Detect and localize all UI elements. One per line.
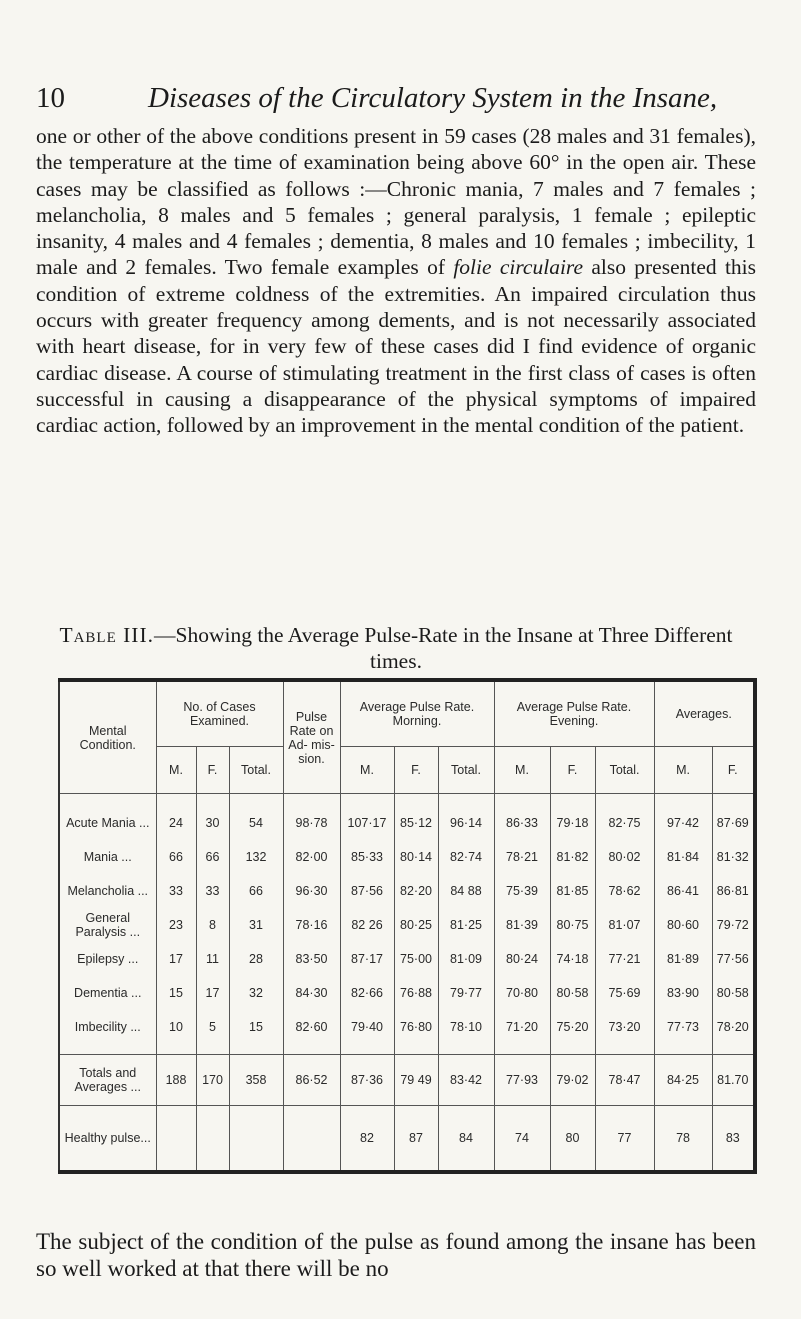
cell-f: 17 bbox=[196, 976, 229, 1010]
header-avg-evening: Average Pulse Rate. Evening. bbox=[494, 680, 654, 747]
header-morn-f: F. bbox=[394, 747, 438, 794]
cell-avg-m: 77·73 bbox=[654, 1010, 712, 1044]
cell-avg-f: 83 bbox=[712, 1106, 755, 1173]
cell-f bbox=[196, 1106, 229, 1173]
cell-eve-f: 80 bbox=[550, 1106, 595, 1173]
cell-m: 15 bbox=[156, 976, 196, 1010]
cell-morn-f: 79 49 bbox=[394, 1055, 438, 1106]
paragraph-part-2: also presented this condition of extreme coldness of the extremities. An impaired circulation thus occurs with greater frequency among dements, and is not necessarily associated with heart disease, for in very few of these cases did I find evidence of organic cardiac disease. A course of stimulating treatment in the first class of cases is often successful in causing a disappearance of the physical symptoms of impaired cardiac action, followed by an improvement in the mental condition of the patient. bbox=[36, 255, 757, 438]
table-body bbox=[59, 794, 755, 1173]
cell-morn-f: 80·25 bbox=[394, 908, 438, 942]
cell-morn-t: 84 bbox=[438, 1106, 494, 1173]
healthy-pulse-row bbox=[59, 1106, 755, 1173]
cell-morn-m: 82 26 bbox=[340, 908, 394, 942]
table-row bbox=[59, 1010, 755, 1044]
cell-eve-m: 71·20 bbox=[494, 1010, 550, 1044]
paragraph-italic: folie circulaire bbox=[453, 255, 584, 280]
cell-avg-f: 80·58 bbox=[712, 976, 755, 1010]
header-avg-morning: Average Pulse Rate. Morning. bbox=[340, 680, 494, 747]
cell-eve-f: 80·58 bbox=[550, 976, 595, 1010]
cell-avg-f: 81·32 bbox=[712, 840, 755, 874]
cell-f: 5 bbox=[196, 1010, 229, 1044]
cell-morn-f: 85·12 bbox=[394, 806, 438, 840]
cell-morn-t: 84 88 bbox=[438, 874, 494, 908]
cell-eve-t: 80·02 bbox=[595, 840, 654, 874]
cell-morn-m: 87·17 bbox=[340, 942, 394, 976]
header-pulse-admission: Pulse Rate on Ad- mis- sion. bbox=[283, 680, 340, 794]
cell-morn-m: 82 bbox=[340, 1106, 394, 1173]
paragraph-part-1: one or other of the above conditions present in 59 cases (28 males and 31 females), the temperature at the time of examination being above 60° in the open air. These cases may be classified as follows :—Chronic mania, 7 males and 7 females ; melancholia, 8 males and 5 females ; general paralysis, 1 female ; epileptic insanity, 4 males and 4 females ; dementia, 8 males and 10 females ; imbecility, 1 male and 2 females. Two female examples of bbox=[36, 124, 756, 280]
cell-m bbox=[156, 1106, 196, 1173]
cell-eve-f: 75·20 bbox=[550, 1010, 595, 1044]
cell-m: 24 bbox=[156, 806, 196, 840]
cell-m: 17 bbox=[156, 942, 196, 976]
cell-f: 11 bbox=[196, 942, 229, 976]
cell-avg-m: 84·25 bbox=[654, 1055, 712, 1106]
cell-total bbox=[229, 1106, 283, 1173]
footer-paragraph: The subject of the condition of the pulse as found among the insane has been so well worked at that there will be no bbox=[36, 1229, 756, 1281]
cell-morn-m: 85·33 bbox=[340, 840, 394, 874]
cell-avg-f: 77·56 bbox=[712, 942, 755, 976]
cell-total: 32 bbox=[229, 976, 283, 1010]
cell-m: 33 bbox=[156, 874, 196, 908]
cell-morn-f: 76·88 bbox=[394, 976, 438, 1010]
header-eve-total: Total. bbox=[595, 747, 654, 794]
cell-f: 30 bbox=[196, 806, 229, 840]
cell-eve-m: 74 bbox=[494, 1106, 550, 1173]
header-cases-total: Total. bbox=[229, 747, 283, 794]
cell-morn-t: 81·25 bbox=[438, 908, 494, 942]
cell-avg-f: 86·81 bbox=[712, 874, 755, 908]
cell-f: 66 bbox=[196, 840, 229, 874]
cell-eve-m: 80·24 bbox=[494, 942, 550, 976]
cell-total: 15 bbox=[229, 1010, 283, 1044]
cell-eve-m: 81·39 bbox=[494, 908, 550, 942]
cell-morn-t: 81·09 bbox=[438, 942, 494, 976]
table-row bbox=[59, 806, 755, 840]
header-mental-condition: Mental Condition. bbox=[79, 723, 136, 752]
table-caption: —Showing the Average Pulse-Rate in the Insane at Three Different times. bbox=[153, 623, 733, 673]
running-title: Diseases of the Circulatory System in the Insane, bbox=[148, 82, 718, 114]
cell-avg-m: 81·84 bbox=[654, 840, 712, 874]
cell-morn-f: 80·14 bbox=[394, 840, 438, 874]
cell-admission: 82·00 bbox=[283, 840, 340, 874]
cell-condition: General Paralysis ... bbox=[75, 911, 141, 939]
header-cases-examined: No. of Cases Examined. bbox=[156, 680, 283, 747]
cell-morn-m: 79·40 bbox=[340, 1010, 394, 1044]
cell-eve-f: 81·82 bbox=[550, 840, 595, 874]
cell-f: 8 bbox=[196, 908, 229, 942]
cell-f: 33 bbox=[196, 874, 229, 908]
cell-avg-m: 86·41 bbox=[654, 874, 712, 908]
cell-avg-f: 78·20 bbox=[712, 1010, 755, 1044]
cell-total: 66 bbox=[229, 874, 283, 908]
header-avg-m: M. bbox=[654, 747, 712, 794]
cell-eve-t: 78·62 bbox=[595, 874, 654, 908]
cell-condition: Epilepsy ... bbox=[77, 952, 139, 966]
cell-admission: 84·30 bbox=[283, 976, 340, 1010]
cell-m: 66 bbox=[156, 840, 196, 874]
cell-avg-f: 79·72 bbox=[712, 908, 755, 942]
header-eve-f: F. bbox=[550, 747, 595, 794]
cell-eve-t: 77·21 bbox=[595, 942, 654, 976]
cell-avg-m: 80·60 bbox=[654, 908, 712, 942]
table-label: Table III. bbox=[59, 623, 154, 647]
cell-eve-t: 75·69 bbox=[595, 976, 654, 1010]
cell-morn-m: 82·66 bbox=[340, 976, 394, 1010]
cell-condition: Imbecility ... bbox=[74, 1020, 141, 1034]
cell-total: 31 bbox=[229, 908, 283, 942]
cell-condition: Acute Mania ... bbox=[66, 816, 150, 830]
header-cases-m: M. bbox=[156, 747, 196, 794]
header-eve-m: M. bbox=[494, 747, 550, 794]
cell-eve-t: 73·20 bbox=[595, 1010, 654, 1044]
cell-eve-f: 80·75 bbox=[550, 908, 595, 942]
cell-admission: 96·30 bbox=[283, 874, 340, 908]
table-row bbox=[59, 942, 755, 976]
cell-eve-m: 86·33 bbox=[494, 806, 550, 840]
cell-eve-t: 78·47 bbox=[595, 1055, 654, 1106]
cell-morn-m: 87·56 bbox=[340, 874, 394, 908]
page-number: 10 bbox=[36, 82, 65, 114]
cell-admission: 83·50 bbox=[283, 942, 340, 976]
cell-m: 188 bbox=[156, 1055, 196, 1106]
cell-m: 10 bbox=[156, 1010, 196, 1044]
cell-admission bbox=[283, 1106, 340, 1173]
cell-eve-f: 81·85 bbox=[550, 874, 595, 908]
cell-admission: 86·52 bbox=[283, 1055, 340, 1106]
pulse-rate-table bbox=[58, 678, 757, 1174]
body-paragraph bbox=[36, 123, 756, 439]
header-avg-f: F. bbox=[712, 747, 755, 794]
cell-eve-t: 81·07 bbox=[595, 908, 654, 942]
cell-condition: Totals and Averages ... bbox=[59, 1055, 156, 1106]
cell-eve-t: 77 bbox=[595, 1106, 654, 1173]
header-morn-total: Total. bbox=[438, 747, 494, 794]
cell-avg-m: 78 bbox=[654, 1106, 712, 1173]
cell-eve-m: 70·80 bbox=[494, 976, 550, 1010]
header-averages: Averages. bbox=[654, 680, 755, 747]
cell-eve-f: 79·18 bbox=[550, 806, 595, 840]
cell-total: 132 bbox=[229, 840, 283, 874]
cell-morn-f: 82·20 bbox=[394, 874, 438, 908]
cell-morn-t: 83·42 bbox=[438, 1055, 494, 1106]
cell-m: 23 bbox=[156, 908, 196, 942]
table-row bbox=[59, 840, 755, 874]
cell-morn-t: 82·74 bbox=[438, 840, 494, 874]
cell-eve-m: 78·21 bbox=[494, 840, 550, 874]
cell-condition: Melancholia ... bbox=[67, 884, 149, 898]
cell-morn-m: 107·17 bbox=[340, 806, 394, 840]
cell-morn-t: 78·10 bbox=[438, 1010, 494, 1044]
cell-eve-t: 82·75 bbox=[595, 806, 654, 840]
header-cases-f: F. bbox=[196, 747, 229, 794]
cell-morn-m: 87·36 bbox=[340, 1055, 394, 1106]
cell-avg-m: 81·89 bbox=[654, 942, 712, 976]
cell-condition: Healthy pulse... bbox=[59, 1106, 156, 1173]
cell-admission: 82·60 bbox=[283, 1010, 340, 1044]
table-row bbox=[59, 976, 755, 1010]
cell-morn-f: 76·80 bbox=[394, 1010, 438, 1044]
table-row bbox=[59, 908, 755, 942]
totals-row bbox=[59, 1055, 755, 1106]
cell-morn-f: 87 bbox=[394, 1106, 438, 1173]
cell-morn-t: 96·14 bbox=[438, 806, 494, 840]
cell-morn-t: 79·77 bbox=[438, 976, 494, 1010]
cell-avg-m: 83·90 bbox=[654, 976, 712, 1010]
cell-eve-f: 74·18 bbox=[550, 942, 595, 976]
cell-avg-f: 81.70 bbox=[712, 1055, 755, 1106]
cell-f: 170 bbox=[196, 1055, 229, 1106]
cell-eve-f: 79·02 bbox=[550, 1055, 595, 1106]
cell-total: 54 bbox=[229, 806, 283, 840]
table-title bbox=[36, 622, 756, 674]
cell-morn-f: 75·00 bbox=[394, 942, 438, 976]
cell-admission: 98·78 bbox=[283, 806, 340, 840]
cell-admission: 78·16 bbox=[283, 908, 340, 942]
cell-condition: Dementia ... bbox=[74, 986, 142, 1000]
cell-total: 358 bbox=[229, 1055, 283, 1106]
cell-eve-m: 75·39 bbox=[494, 874, 550, 908]
cell-condition: Mania ... bbox=[83, 850, 132, 864]
header-morn-m: M. bbox=[340, 747, 394, 794]
cell-total: 28 bbox=[229, 942, 283, 976]
cell-eve-m: 77·93 bbox=[494, 1055, 550, 1106]
cell-avg-m: 97·42 bbox=[654, 806, 712, 840]
page-header bbox=[36, 78, 756, 118]
table-row bbox=[59, 874, 755, 908]
cell-avg-f: 87·69 bbox=[712, 806, 755, 840]
